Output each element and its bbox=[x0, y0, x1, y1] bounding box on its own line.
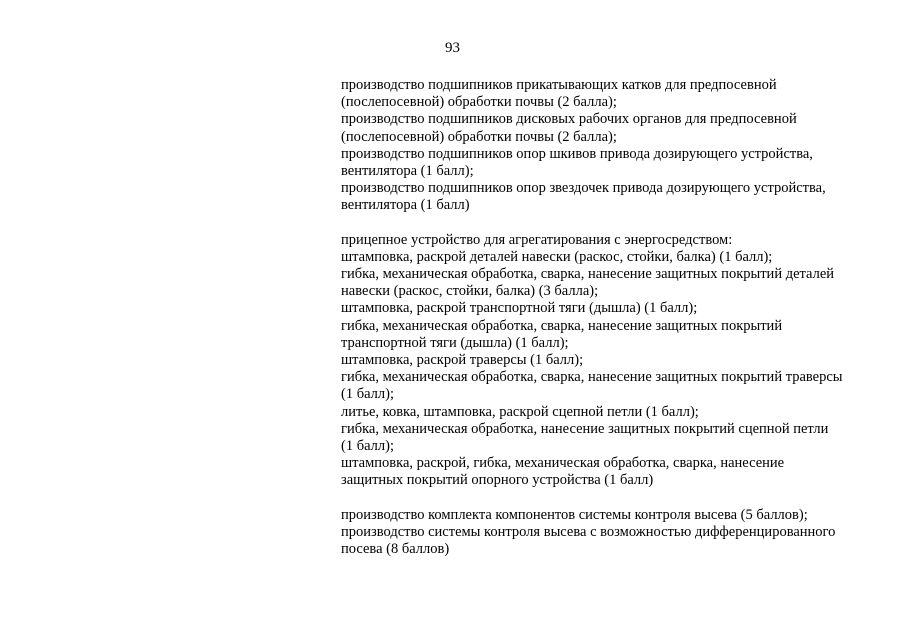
text-line: навески (раскос, стойки, балка) (3 балла); bbox=[341, 283, 599, 300]
text-line: защитных покрытий опорного устройства (1 балл) bbox=[341, 472, 654, 489]
text-line: штамповка, раскрой транспортной тяги (дышла) (1 балл); bbox=[341, 300, 698, 317]
text-line: производство подшипников опор шкивов привода дозирующего устройства, bbox=[341, 145, 813, 162]
paragraph-hitch-device bbox=[341, 232, 881, 490]
text-line: штамповка, раскрой, гибка, механическая обработка, сварка, нанесение bbox=[341, 455, 785, 472]
paragraph-seeding-control bbox=[341, 507, 881, 559]
text-line: (послепосевной) обработки почвы (2 балла); bbox=[341, 128, 617, 145]
text-line: штамповка, раскрой траверсы (1 балл); bbox=[341, 352, 584, 369]
text-line: производство подшипников прикатывающих катков для предпосевной bbox=[341, 77, 777, 93]
paragraph-spacer bbox=[341, 490, 881, 507]
text-line: гибка, механическая обработка, сварка, нанесение защитных покрытий деталей bbox=[341, 266, 835, 283]
text-line: посева (8 баллов) bbox=[341, 541, 450, 558]
text-line: вентилятора (1 балл) bbox=[341, 197, 470, 214]
text-line: (1 балл); bbox=[341, 386, 394, 403]
text-line: (послепосевной) обработки почвы (2 балла); bbox=[341, 94, 617, 111]
text-line: производство подшипников опор звездочек привода дозирующего устройства, bbox=[341, 180, 826, 197]
text-line: гибка, механическая обработка, нанесение защитных покрытий сцепной петли bbox=[341, 420, 829, 437]
text-line: транспортной тяги (дышла) (1 балл); bbox=[341, 334, 569, 351]
text-line: прицепное устройство для агрегатирования с энергосредством: bbox=[341, 231, 733, 248]
paragraph-spacer bbox=[341, 215, 881, 232]
text-line: (1 балл); bbox=[341, 438, 394, 455]
text-line: штамповка, раскрой деталей навески (раскос, стойки, балка) (1 балл); bbox=[341, 248, 773, 265]
text-line: гибка, механическая обработка, сварка, нанесение защитных покрытий bbox=[341, 317, 783, 334]
document-body bbox=[341, 77, 881, 558]
text-line: производство подшипников дисковых рабочих органов для предпосевной bbox=[341, 111, 797, 128]
text-line: производство системы контроля высева с возможностью дифференцированного bbox=[341, 523, 836, 540]
text-line: литье, ковка, штамповка, раскрой сцепной петли (1 балл); bbox=[341, 403, 699, 420]
page-number: 93 bbox=[445, 40, 460, 56]
text-line: гибка, механическая обработка, сварка, нанесение защитных покрытий траверсы bbox=[341, 369, 843, 386]
paragraph-bearings bbox=[341, 77, 881, 215]
text-line: вентилятора (1 балл); bbox=[341, 163, 474, 180]
text-line: производство комплекта компонентов системы контроля высева (5 баллов); bbox=[341, 506, 808, 523]
